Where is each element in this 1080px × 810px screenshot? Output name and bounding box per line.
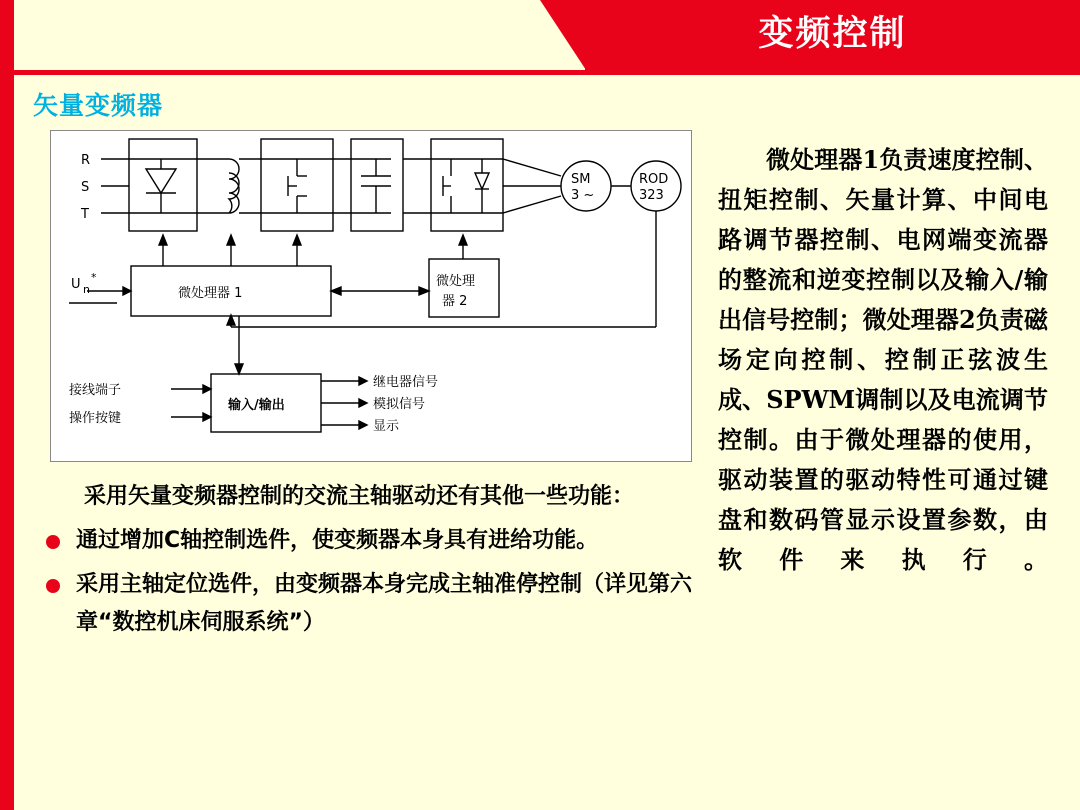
diagram-svg <box>51 131 691 461</box>
phase-label-r: R <box>81 153 91 168</box>
motor-label-line2: 3 ~ <box>571 188 595 203</box>
motor-label-line1: SM <box>571 172 591 187</box>
list-item <box>40 522 700 560</box>
right-column <box>718 140 1048 580</box>
left-paragraph: 采用矢量变频器控制的交流主轴驱动还有其他一些功能： <box>84 484 635 509</box>
micro2-block-label-line1: 微处理 <box>436 274 476 289</box>
bullet-text: 通过增加C轴控制选件，使变频器本身具有进给功能。 <box>76 528 599 553</box>
output-label-relay: 继电器信号 <box>373 375 439 390</box>
phase-label-s: S <box>81 180 90 195</box>
header-underline <box>14 70 1080 75</box>
input-label-keys: 操作按键 <box>69 411 122 426</box>
left-red-bar <box>0 0 14 810</box>
input-label-terminal: 接线端子 <box>69 383 122 398</box>
section-title: 矢量变频器 <box>33 91 164 120</box>
setpoint-sup: * <box>91 271 97 284</box>
micro2-block-label-line2: 器 2 <box>442 294 468 309</box>
right-paragraph: 微处理器1负责速度控制、扭矩控制、矢量计算、中间电路调节器控制、电网端变流器的整流和逆变控制以及输入/输出信号控制；微处理器2负责磁场定向控制、控制正弦波生成、SPWM调制以及电流调节控制。由于微处理器的使用，驱动装置的驱动特性可通过键盘和数码管显示设置参数，由软件来执行。 <box>718 145 1048 574</box>
output-label-display: 显示 <box>373 419 400 434</box>
setpoint-label: U <box>71 277 81 292</box>
setpoint-sub: n <box>83 283 90 296</box>
io-block-label: 输入/输出 <box>228 398 285 413</box>
encoder-label-line1: ROD <box>639 172 669 187</box>
output-label-analog: 模拟信号 <box>373 397 426 412</box>
bullet-dot-icon <box>46 535 60 549</box>
micro1-block-label: 微处理器 1 <box>178 286 243 301</box>
bullet-dot-icon <box>46 579 60 593</box>
header-slant-decoration <box>540 0 586 70</box>
bullet-text: 采用主轴定位选件，由变频器本身完成主轴准停控制（详见第六章“数控机床伺服系统”） <box>76 572 693 635</box>
phase-label-t: T <box>81 207 89 222</box>
left-column <box>40 130 700 642</box>
page-title: 变频控制 <box>758 14 907 54</box>
vector-inverter-diagram <box>50 130 692 462</box>
encoder-label-line2: 323 <box>639 188 664 203</box>
list-item <box>40 566 700 642</box>
